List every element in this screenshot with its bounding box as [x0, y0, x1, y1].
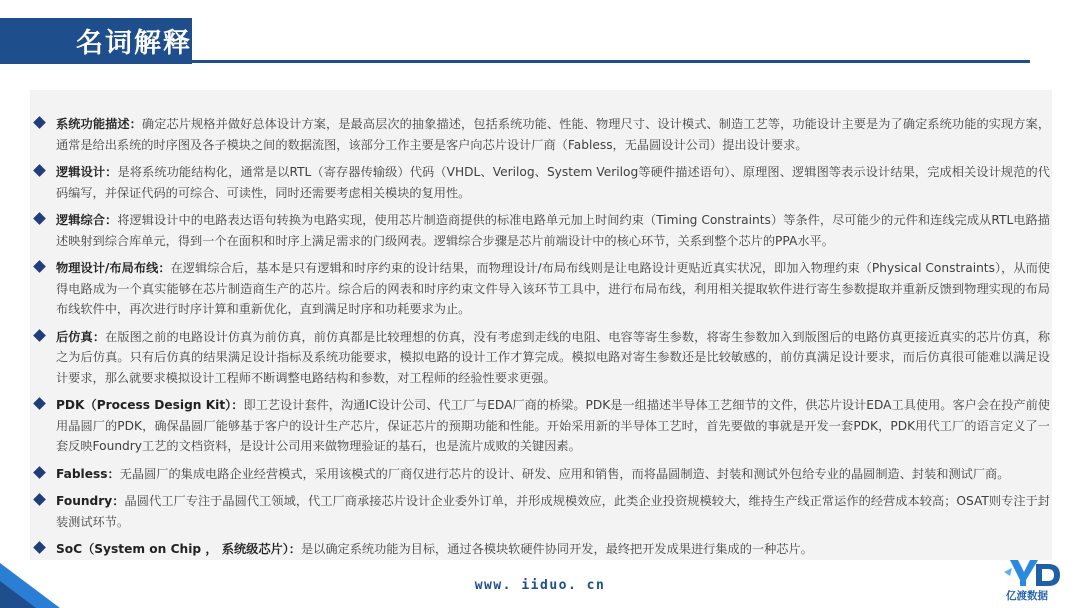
diamond-bullet-icon: [33, 541, 46, 554]
definition-item: [30, 114, 1050, 155]
term-description: 晶圆代工厂专注于晶圆代工领域，代工厂商承接芯片设计企业委外订单，并形成规模效应，此类企业投资规模较大，维持生产线正常运作的经营成本较高；OSAT则专注于封装测试环节。: [56, 494, 1050, 529]
definition-item: [30, 210, 1050, 251]
website-url: www. iiduo. cn: [474, 578, 606, 593]
definition-item: [30, 464, 1050, 485]
definition-item: [30, 539, 1050, 560]
term-label: 逻辑设计：: [56, 165, 118, 179]
definition-item: [30, 258, 1050, 320]
term-label: 逻辑综合：: [56, 213, 118, 227]
definition-item: [30, 327, 1050, 389]
diamond-bullet-icon: [33, 466, 46, 479]
term-label: 后仿真：: [56, 329, 106, 344]
logo-text: 亿渡数据: [1006, 590, 1048, 602]
term-description: 确定芯片规格并做好总体设计方案，是最高层次的抽象描述，包括系统功能、性能、物理尺寸、设计模式、制造工艺等，功能设计主要是为了确定系统功能的实现方案，通常是给出系统的时序图及各子模块之间的数据流图，该部分工作主要是客户向芯片设计厂商（Fabless，无晶圆设计公司）提出设计要求。: [56, 117, 1051, 152]
diamond-bullet-icon: [33, 397, 46, 410]
diamond-bullet-icon: [33, 212, 46, 225]
term-label: PDK（Process Design Kit）：: [56, 398, 244, 412]
definition-list: [30, 114, 1050, 567]
diamond-bullet-icon: [33, 493, 46, 506]
term-description: 是将系统功能结构化，通常是以RTL（寄存器传输级）代码（VHDL、Verilog、System Verilog等硬件描述语句）、原理图、逻辑图等表示设计结果，完成相关设计规范的代码编写，并保证代码的可综合、可读性，同时还需要考虑相关模块的复用性。: [56, 165, 1050, 200]
term-description: 即工艺设计套件，沟通IC设计公司、代工厂与EDA厂商的桥梁。PDK是一组描述半导体工艺细节的文件，供芯片设计EDA工具使用。客户会在投产前使用晶圆厂的PDK，确保晶圆厂能够基于客户的设计生产芯片，保证芯片的预期功能和性能。开始采用新的半导体工艺时，首先要做的事就是开发一套PDK，PDK用代工厂的语言定义了一套反映Foundry工艺的文档资料，是设计公司用来做物理验证的基石，也是流片成败的关键因素。: [56, 398, 1050, 453]
definition-item: [30, 491, 1050, 532]
diamond-bullet-icon: [33, 116, 46, 129]
diamond-bullet-icon: [33, 260, 46, 273]
title-underline: [192, 60, 1030, 63]
company-logo: [1002, 558, 1062, 602]
term-description: 无晶圆厂的集成电路企业经营模式，采用该模式的厂商仅进行芯片的设计、研发、应用和销售，而将晶圆制造、封装和测试外包给专业的晶圆制造、封装和测试厂商。: [119, 466, 1010, 481]
term-description: 在版图之前的电路设计仿真为前仿真，前仿真都是比较理想的仿真，没有考虑到走线的电阻、电容等寄生参数，将寄生参数加入到版图后的电路仿真更接近真实的芯片仿真，称之为后仿真。只有后仿真的结果满足设计指标及系统功能要求，模拟电路的设计工作才算完成。模拟电路对寄生参数还是比较敏感的，前仿真满足设计要求，而后仿真很可能难以满足设计要求，那么就要求模拟设计工程师不断调整电路结构和参数，对工程师的经验性要求更强。: [56, 329, 1051, 385]
definition-item: [30, 162, 1050, 203]
logo-mark-icon: [1002, 558, 1062, 588]
term-description: 是以确定系统功能为目标，通过各模块软硬件协同开发，最终把开发成果进行集成的一种芯片。: [301, 542, 813, 556]
term-label: 系统功能描述：: [56, 117, 142, 131]
diamond-bullet-icon: [33, 164, 46, 177]
title-bar: [0, 18, 1080, 64]
definition-item: [30, 395, 1050, 457]
page-title: 名词解释: [76, 28, 192, 59]
term-label: SoC（System on Chip ， 系统级芯片）：: [56, 542, 301, 556]
term-label: 物理设计/布局布线：: [56, 261, 171, 275]
term-label: Foundry：: [56, 494, 125, 508]
term-description: 将逻辑设计中的电路表达语句转换为电路实现，使用芯片制造商提供的标准电路单元加上时间约束（Timing Constraints）等条件，尽可能少的元件和连线完成从RTL电路描述映射到综合库单元，得到一个在面积和时序上满足需求的门级网表。逻辑综合步骤是芯片前端设计中的核心环节，关系到整个芯片的PPA水平。: [56, 213, 1050, 248]
term-description: 在逻辑综合后，基本是只有逻辑和时序约束的设计结果，而物理设计/布局布线则是让电路设计更贴近真实状况，即加入物理约束（Physical Constraints），从而使得电路成为一个真实能够在芯片制造商生产的芯片。综合后的网表和时序约束文件导入该环节工具中，进行布局布线，利用相关提取软件进行寄生参数提取并重新反馈到物理实现的布局布线软件中，再次进行时序计算和重新优化，直到满足时序和功耗要求为止。: [56, 261, 1050, 316]
term-label: Fabless：: [56, 466, 120, 481]
diamond-bullet-icon: [33, 329, 46, 342]
